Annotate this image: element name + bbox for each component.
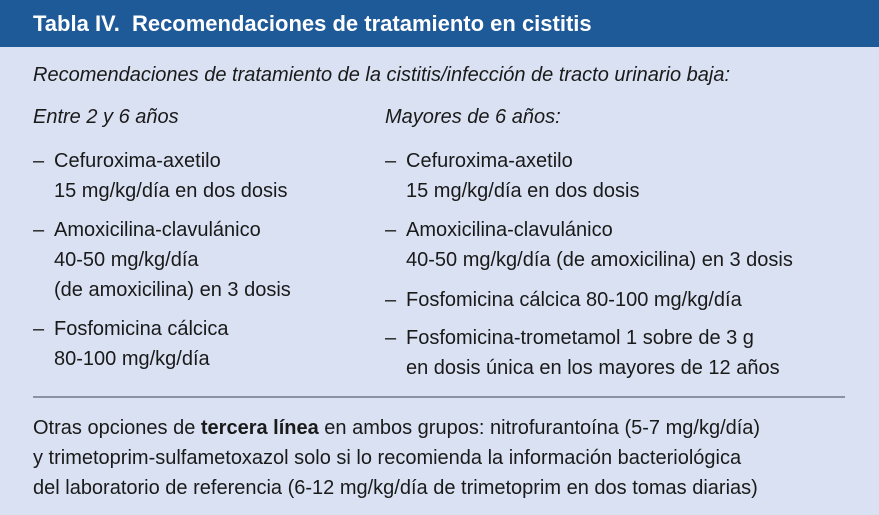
item-line: Fosfomicina cálcica — [54, 318, 229, 340]
item-line: Amoxicilina-clavulánico — [406, 219, 613, 241]
item-line: Cefuroxima-axetilo — [54, 150, 221, 172]
item-line: 40-50 mg/kg/día — [54, 249, 199, 271]
footer-text: en ambos grupos: nitrofurantoína (5-7 mg/kg/día) — [318, 417, 761, 439]
bullet-dash: – — [385, 327, 397, 349]
item-line: Fosfomicina-trometamol 1 sobre de 3 g — [406, 327, 754, 349]
footer-line — [33, 413, 853, 443]
list-item — [33, 314, 229, 374]
item-line: 80-100 mg/kg/día — [54, 348, 210, 370]
footer-emphasis: tercera línea — [200, 417, 319, 439]
right-column-title: Mayores de 6 años: — [385, 106, 561, 128]
divider — [33, 396, 845, 398]
left-column-title: Entre 2 y 6 años — [33, 106, 179, 128]
item-line: en dosis única en los mayores de 12 años — [406, 357, 780, 379]
table-title: Recomendaciones de tratamiento en cistitis — [131, 11, 592, 36]
bullet-dash: – — [385, 219, 397, 241]
item-line: 15 mg/kg/día en dos dosis — [54, 180, 288, 202]
list-item — [385, 215, 793, 275]
item-line: Cefuroxima-axetilo — [406, 150, 573, 172]
list-item — [385, 146, 639, 206]
item-line: 40-50 mg/kg/día (de amoxicilina) en 3 dosis — [406, 249, 793, 271]
bullet-dash: – — [385, 289, 397, 311]
list-item — [385, 285, 742, 315]
table-header — [0, 0, 879, 47]
list-item — [33, 215, 291, 305]
footer-line: y trimetoprim-sulfametoxazol solo si lo recomienda la información bacteriológica — [33, 447, 742, 469]
item-line: (de amoxicilina) en 3 dosis — [54, 279, 291, 301]
item-line: 15 mg/kg/día en dos dosis — [406, 180, 640, 202]
item-line: Fosfomicina cálcica 80-100 mg/kg/día — [406, 289, 742, 311]
list-item — [33, 146, 287, 206]
bullet-dash: – — [33, 318, 45, 340]
footer-note — [33, 413, 853, 503]
bullet-dash: – — [385, 150, 397, 172]
item-line: Amoxicilina-clavulánico — [54, 219, 261, 241]
bullet-dash: – — [33, 150, 45, 172]
list-item — [385, 323, 780, 383]
footer-text: Otras opciones de — [33, 417, 201, 439]
footer-line: del laboratorio de referencia (6-12 mg/kg/día de trimetoprim en dos tomas diarias) — [33, 477, 758, 499]
table-number: Tabla IV. — [33, 11, 120, 36]
bullet-dash: – — [33, 219, 45, 241]
intro-text: Recomendaciones de tratamiento de la cistitis/infección de tracto urinario baja: — [33, 64, 731, 86]
